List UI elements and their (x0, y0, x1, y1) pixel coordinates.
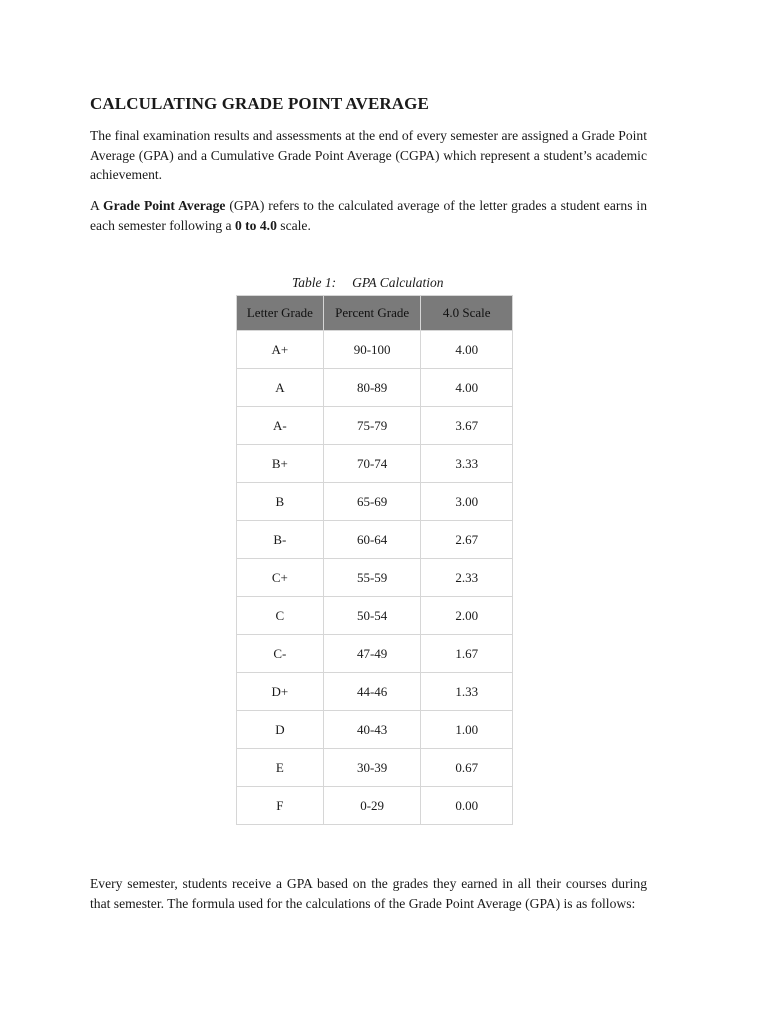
cell-scale: 3.00 (421, 483, 513, 521)
table-row (237, 597, 513, 635)
gpa-definition-paragraph (90, 196, 647, 235)
cell-percent: 80-89 (323, 369, 421, 407)
cell-letter: A (237, 369, 324, 407)
cell-letter: C+ (237, 559, 324, 597)
cell-scale: 0.00 (421, 787, 513, 825)
definition-prefix: A (90, 198, 104, 213)
table-row (237, 445, 513, 483)
table-row (237, 787, 513, 825)
table-row (237, 749, 513, 787)
cell-letter: B (237, 483, 324, 521)
cell-scale: 0.67 (421, 749, 513, 787)
header-letter-grade: Letter Grade (237, 296, 324, 331)
formula-intro-paragraph: Every semester, students receive a GPA based on the grades they earned in all their courses during that semester. The formula used for the calculations of the Grade Point Average (GPA) is as follows: (90, 876, 647, 911)
cell-percent: 70-74 (323, 445, 421, 483)
cell-letter: D (237, 711, 324, 749)
cell-percent: 90-100 (323, 331, 421, 369)
cell-scale: 4.00 (421, 331, 513, 369)
cell-percent: 50-54 (323, 597, 421, 635)
cell-scale: 2.00 (421, 597, 513, 635)
table-row (237, 369, 513, 407)
cell-letter: A+ (237, 331, 324, 369)
cell-percent: 60-64 (323, 521, 421, 559)
cell-scale: 1.33 (421, 673, 513, 711)
cell-letter: B- (237, 521, 324, 559)
cell-percent: 55-59 (323, 559, 421, 597)
table-row (237, 635, 513, 673)
header-percent-grade: Percent Grade (323, 296, 421, 331)
cell-percent: 30-39 (323, 749, 421, 787)
definition-term: Grade Point Average (103, 198, 226, 213)
intro-paragraph: The final examination results and assessments at the end of every semester are assigned a Grade Point Average (GPA) and a Cumulative Grade Point Average (CGPA) which represent a student’s academic achievement. (90, 128, 647, 182)
cell-scale: 1.67 (421, 635, 513, 673)
definition-scale: 0 to 4.0 (234, 217, 277, 233)
cell-percent: 0-29 (323, 787, 421, 825)
cell-scale: 2.33 (421, 559, 513, 597)
table-header-row (237, 296, 513, 331)
table-row (237, 711, 513, 749)
cell-letter: A- (237, 407, 324, 445)
cell-percent: 44-46 (323, 673, 421, 711)
cell-percent: 65-69 (323, 483, 421, 521)
cell-percent: 40-43 (323, 711, 421, 749)
cell-letter: C (237, 597, 324, 635)
table-caption-title: GPA Calculation (352, 275, 444, 290)
cell-letter: C- (237, 635, 324, 673)
definition-middle: (GPA) refers to the calculated average of the letter grades a student earns in each semester following a (90, 198, 647, 233)
definition-suffix: scale. (276, 217, 311, 233)
cell-percent: 75-79 (323, 407, 421, 445)
table-caption-label: Table 1: (292, 275, 337, 290)
cell-letter: D+ (237, 673, 324, 711)
table-row (237, 483, 513, 521)
cell-scale: 3.67 (421, 407, 513, 445)
table-row (237, 331, 513, 369)
table-row (237, 521, 513, 559)
cell-letter: B+ (237, 445, 324, 483)
cell-letter: F (237, 787, 324, 825)
table-row (237, 673, 513, 711)
table-row (237, 407, 513, 445)
cell-percent: 47-49 (323, 635, 421, 673)
table-caption (292, 275, 444, 291)
gpa-table (236, 295, 513, 825)
cell-letter: E (237, 749, 324, 787)
cell-scale: 4.00 (421, 369, 513, 407)
page-heading: CALCULATING GRADE POINT AVERAGE (90, 94, 429, 113)
cell-scale: 1.00 (421, 711, 513, 749)
cell-scale: 3.33 (421, 445, 513, 483)
table-row (237, 559, 513, 597)
cell-scale: 2.67 (421, 521, 513, 559)
header-scale: 4.0 Scale (421, 296, 513, 331)
